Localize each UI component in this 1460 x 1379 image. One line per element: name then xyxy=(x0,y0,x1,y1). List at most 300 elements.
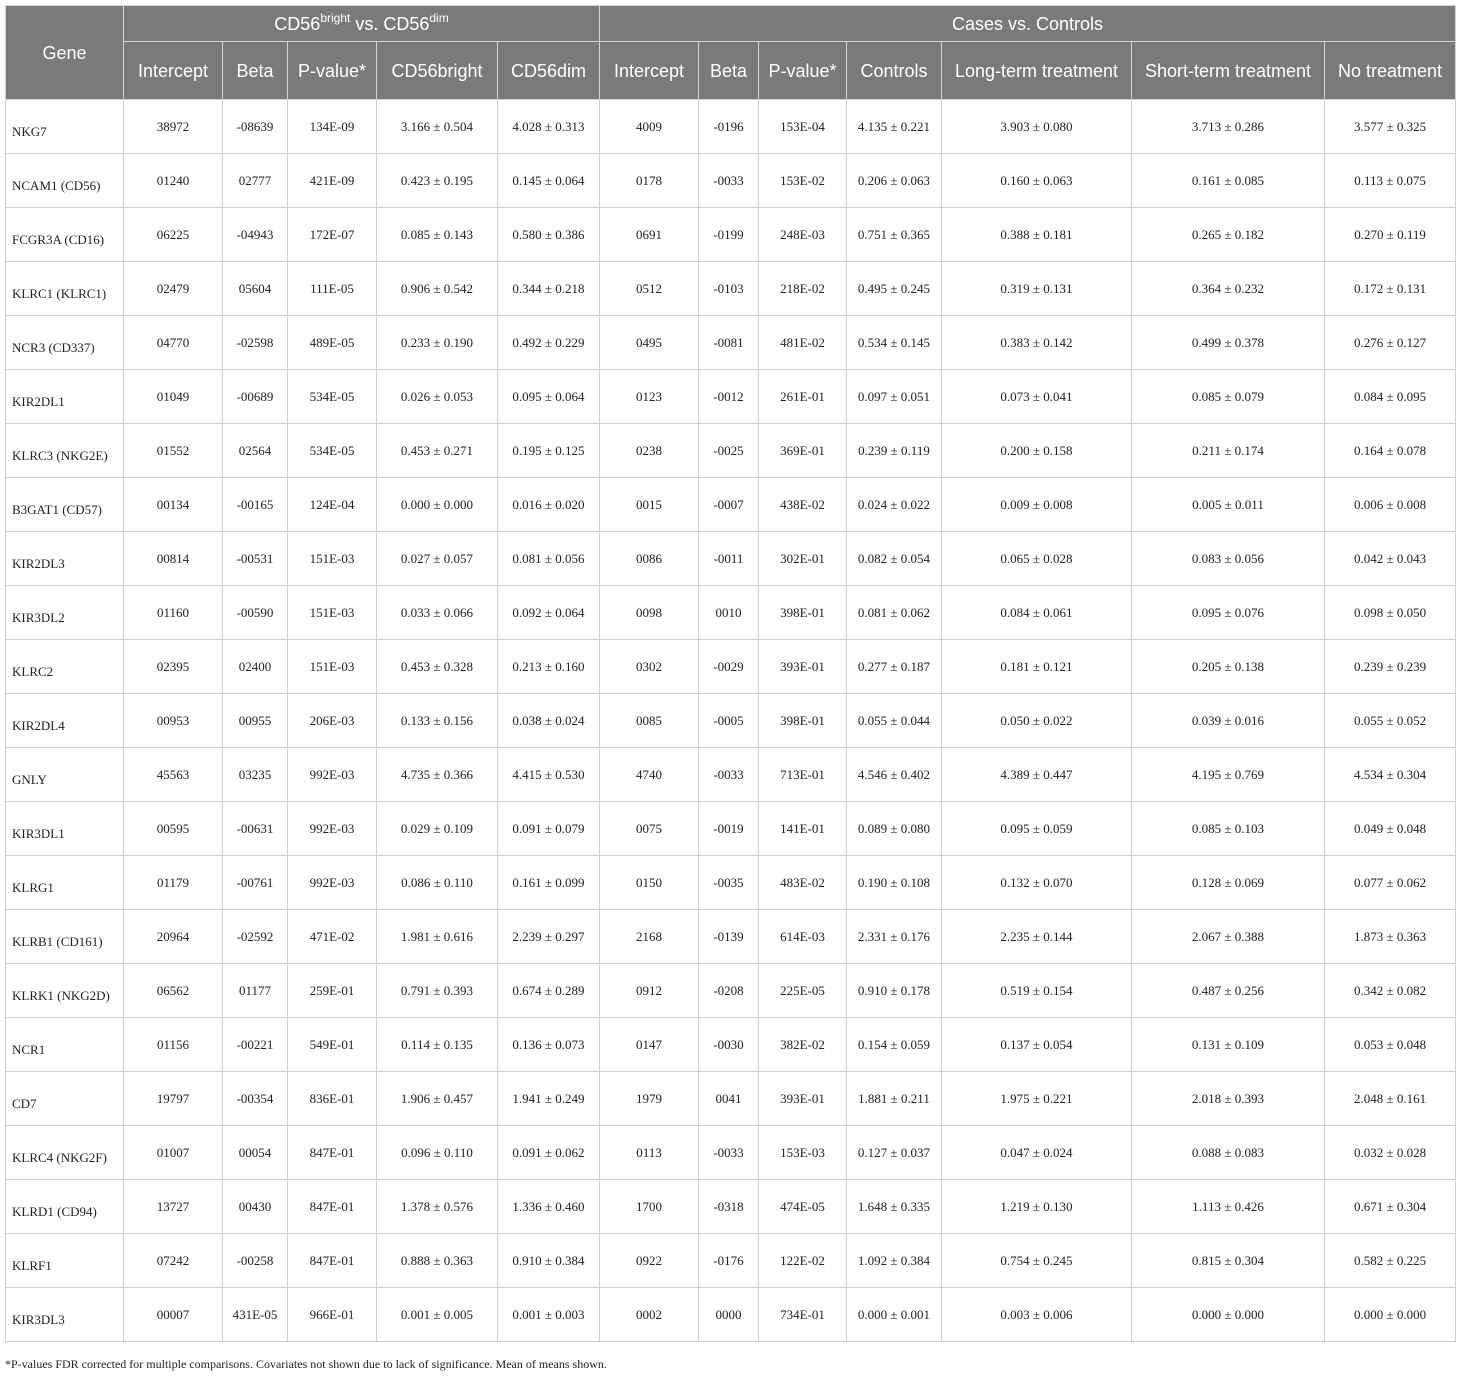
gene-cell xyxy=(6,424,124,478)
intercept-1-cell: 01049 xyxy=(124,370,223,424)
beta-1-cell: 00430 xyxy=(223,1180,288,1234)
intercept-1-cell: 20964 xyxy=(124,910,223,964)
controls-cell: 0.910 ± 0.178 xyxy=(847,964,942,1018)
beta-2-cell: -0030 xyxy=(699,1018,759,1072)
intercept-1-cell: 01552 xyxy=(124,424,223,478)
long-term-cell: 0.065 ± 0.028 xyxy=(942,532,1132,586)
controls-cell: 2.331 ± 0.176 xyxy=(847,910,942,964)
cd56dim-cell: 0.161 ± 0.099 xyxy=(498,856,600,910)
pvalue-1-cell: 966E-01 xyxy=(288,1288,377,1342)
pvalue-1-cell: 172E-07 xyxy=(288,208,377,262)
table-row xyxy=(6,1018,1456,1072)
intercept-1-cell: 00595 xyxy=(124,802,223,856)
table-row xyxy=(6,856,1456,910)
pvalue-2-cell: 218E-02 xyxy=(759,262,847,316)
short-term-cell: 0.005 ± 0.011 xyxy=(1132,478,1325,532)
intercept-2-cell: 0150 xyxy=(600,856,699,910)
no-treatment-cell: 0.671 ± 0.304 xyxy=(1325,1180,1456,1234)
intercept-2-cell: 0098 xyxy=(600,586,699,640)
cd56dim-cell: 0.580 ± 0.386 xyxy=(498,208,600,262)
short-term-cell: 1.113 ± 0.426 xyxy=(1132,1180,1325,1234)
gene-cell xyxy=(6,856,124,910)
pvalue-2-cell: 153E-04 xyxy=(759,100,847,154)
no-treatment-cell: 0.055 ± 0.052 xyxy=(1325,694,1456,748)
gene-cell xyxy=(6,262,124,316)
no-treatment-cell: 0.032 ± 0.028 xyxy=(1325,1126,1456,1180)
pvalue-1-cell: 847E-01 xyxy=(288,1180,377,1234)
beta-2-cell: -0007 xyxy=(699,478,759,532)
intercept-1-cell: 38972 xyxy=(124,100,223,154)
pvalue-1-cell: 489E-05 xyxy=(288,316,377,370)
long-term-cell: 0.200 ± 0.158 xyxy=(942,424,1132,478)
beta-1-cell: -02598 xyxy=(223,316,288,370)
short-term-cell: 0.131 ± 0.109 xyxy=(1132,1018,1325,1072)
controls-cell: 0.190 ± 0.108 xyxy=(847,856,942,910)
gene-label: KLRD1 (CD94) xyxy=(12,1204,97,1219)
intercept-1-cell: 01240 xyxy=(124,154,223,208)
header-intercept-2: Intercept xyxy=(600,42,699,100)
beta-2-cell: -0081 xyxy=(699,316,759,370)
beta-2-cell: -0033 xyxy=(699,1126,759,1180)
gene-cell xyxy=(6,478,124,532)
table-row xyxy=(6,316,1456,370)
pvalue-1-cell: 151E-03 xyxy=(288,532,377,586)
gene-cell xyxy=(6,1288,124,1342)
table-row xyxy=(6,1126,1456,1180)
short-term-cell: 0.487 ± 0.256 xyxy=(1132,964,1325,1018)
cd56dim-cell: 0.344 ± 0.218 xyxy=(498,262,600,316)
intercept-2-cell: 0123 xyxy=(600,370,699,424)
gene-label: NKG7 xyxy=(12,124,47,139)
long-term-cell: 0.181 ± 0.121 xyxy=(942,640,1132,694)
pvalue-2-cell: 438E-02 xyxy=(759,478,847,532)
long-term-cell: 1.219 ± 0.130 xyxy=(942,1180,1132,1234)
gene-label: KLRB1 (CD161) xyxy=(12,934,103,949)
controls-cell: 0.277 ± 0.187 xyxy=(847,640,942,694)
short-term-cell: 0.499 ± 0.378 xyxy=(1132,316,1325,370)
controls-cell: 0.206 ± 0.063 xyxy=(847,154,942,208)
gene-cell xyxy=(6,1180,124,1234)
pvalue-1-cell: 992E-03 xyxy=(288,802,377,856)
intercept-2-cell: 0147 xyxy=(600,1018,699,1072)
cd56bright-cell: 0.453 ± 0.271 xyxy=(377,424,498,478)
no-treatment-cell: 4.534 ± 0.304 xyxy=(1325,748,1456,802)
no-treatment-cell: 0.172 ± 0.131 xyxy=(1325,262,1456,316)
intercept-2-cell: 0922 xyxy=(600,1234,699,1288)
pvalue-1-cell: 471E-02 xyxy=(288,910,377,964)
header-cd56dim: CD56dim xyxy=(498,42,600,100)
cd56dim-cell: 0.095 ± 0.064 xyxy=(498,370,600,424)
short-term-cell: 3.713 ± 0.286 xyxy=(1132,100,1325,154)
controls-cell: 1.092 ± 0.384 xyxy=(847,1234,942,1288)
beta-1-cell: -00590 xyxy=(223,586,288,640)
short-term-cell: 0.039 ± 0.016 xyxy=(1132,694,1325,748)
intercept-1-cell: 01156 xyxy=(124,1018,223,1072)
controls-cell: 0.082 ± 0.054 xyxy=(847,532,942,586)
pvalue-2-cell: 261E-01 xyxy=(759,370,847,424)
beta-2-cell: -0025 xyxy=(699,424,759,478)
short-term-cell: 0.088 ± 0.083 xyxy=(1132,1126,1325,1180)
gene-cell xyxy=(6,910,124,964)
beta-2-cell: -0033 xyxy=(699,748,759,802)
long-term-cell: 0.047 ± 0.024 xyxy=(942,1126,1132,1180)
controls-cell: 0.097 ± 0.051 xyxy=(847,370,942,424)
intercept-1-cell: 00134 xyxy=(124,478,223,532)
intercept-1-cell: 00814 xyxy=(124,532,223,586)
table-row xyxy=(6,1288,1456,1342)
beta-1-cell: 00054 xyxy=(223,1126,288,1180)
long-term-cell: 2.235 ± 0.144 xyxy=(942,910,1132,964)
pvalue-1-cell: 534E-05 xyxy=(288,424,377,478)
intercept-2-cell: 0178 xyxy=(600,154,699,208)
gene-label: KLRC1 (KLRC1) xyxy=(12,286,107,301)
short-term-cell: 0.085 ± 0.103 xyxy=(1132,802,1325,856)
cd56bright-cell: 0.423 ± 0.195 xyxy=(377,154,498,208)
cd56bright-cell: 0.001 ± 0.005 xyxy=(377,1288,498,1342)
pvalue-1-cell: 151E-03 xyxy=(288,640,377,694)
no-treatment-cell: 0.239 ± 0.239 xyxy=(1325,640,1456,694)
no-treatment-cell: 0.049 ± 0.048 xyxy=(1325,802,1456,856)
gene-cell xyxy=(6,802,124,856)
pvalue-1-cell: 259E-01 xyxy=(288,964,377,1018)
beta-2-cell: 0010 xyxy=(699,586,759,640)
pvalue-1-cell: 111E-05 xyxy=(288,262,377,316)
cd56dim-cell: 0.145 ± 0.064 xyxy=(498,154,600,208)
short-term-cell: 0.815 ± 0.304 xyxy=(1132,1234,1325,1288)
gene-cell xyxy=(6,370,124,424)
cd56dim-cell: 1.336 ± 0.460 xyxy=(498,1180,600,1234)
table-body xyxy=(6,100,1456,1342)
cd56bright-cell: 3.166 ± 0.504 xyxy=(377,100,498,154)
pvalue-2-cell: 153E-02 xyxy=(759,154,847,208)
pvalue-1-cell: 534E-05 xyxy=(288,370,377,424)
footnote: *P-values FDR corrected for multiple comparisons. Covariates not shown due to lack of significance. Mean of means shown. xyxy=(5,1357,607,1371)
intercept-2-cell: 0495 xyxy=(600,316,699,370)
gene-cell xyxy=(6,316,124,370)
no-treatment-cell: 0.006 ± 0.008 xyxy=(1325,478,1456,532)
cd56bright-cell: 0.096 ± 0.110 xyxy=(377,1126,498,1180)
short-term-cell: 0.265 ± 0.182 xyxy=(1132,208,1325,262)
gene-label: KIR3DL3 xyxy=(12,1312,65,1327)
intercept-1-cell: 13727 xyxy=(124,1180,223,1234)
beta-2-cell: 0041 xyxy=(699,1072,759,1126)
intercept-1-cell: 01179 xyxy=(124,856,223,910)
long-term-cell: 0.003 ± 0.006 xyxy=(942,1288,1132,1342)
pvalue-2-cell: 734E-01 xyxy=(759,1288,847,1342)
intercept-2-cell: 0015 xyxy=(600,478,699,532)
controls-cell: 0.081 ± 0.062 xyxy=(847,586,942,640)
pvalue-2-cell: 369E-01 xyxy=(759,424,847,478)
pvalue-1-cell: 421E-09 xyxy=(288,154,377,208)
controls-cell: 0.534 ± 0.145 xyxy=(847,316,942,370)
intercept-1-cell: 02395 xyxy=(124,640,223,694)
intercept-2-cell: 0002 xyxy=(600,1288,699,1342)
short-term-cell: 4.195 ± 0.769 xyxy=(1132,748,1325,802)
pvalue-2-cell: 614E-03 xyxy=(759,910,847,964)
intercept-2-cell: 2168 xyxy=(600,910,699,964)
gene-label: NCR3 (CD337) xyxy=(12,340,95,355)
no-treatment-cell: 1.873 ± 0.363 xyxy=(1325,910,1456,964)
no-treatment-cell: 0.098 ± 0.050 xyxy=(1325,586,1456,640)
beta-1-cell: 05604 xyxy=(223,262,288,316)
table-row xyxy=(6,208,1456,262)
results-table-container xyxy=(5,5,1455,1342)
cd56bright-cell: 0.906 ± 0.542 xyxy=(377,262,498,316)
intercept-1-cell: 01160 xyxy=(124,586,223,640)
no-treatment-cell: 3.577 ± 0.325 xyxy=(1325,100,1456,154)
cd56dim-cell: 4.028 ± 0.313 xyxy=(498,100,600,154)
table-row xyxy=(6,1180,1456,1234)
table-row xyxy=(6,640,1456,694)
intercept-2-cell: 1700 xyxy=(600,1180,699,1234)
beta-1-cell: 00955 xyxy=(223,694,288,748)
pvalue-2-cell: 481E-02 xyxy=(759,316,847,370)
header-cd56bright: CD56bright xyxy=(377,42,498,100)
gene-cell xyxy=(6,586,124,640)
intercept-2-cell: 1979 xyxy=(600,1072,699,1126)
long-term-cell: 3.903 ± 0.080 xyxy=(942,100,1132,154)
header-pvalue-2: P-value* xyxy=(759,42,847,100)
cd56bright-cell: 0.033 ± 0.066 xyxy=(377,586,498,640)
controls-cell: 0.239 ± 0.119 xyxy=(847,424,942,478)
no-treatment-cell: 0.000 ± 0.000 xyxy=(1325,1288,1456,1342)
beta-2-cell: -0035 xyxy=(699,856,759,910)
intercept-1-cell: 00007 xyxy=(124,1288,223,1342)
long-term-cell: 0.160 ± 0.063 xyxy=(942,154,1132,208)
gene-cell xyxy=(6,964,124,1018)
short-term-cell: 0.128 ± 0.069 xyxy=(1132,856,1325,910)
cd56dim-cell: 0.091 ± 0.079 xyxy=(498,802,600,856)
pvalue-2-cell: 382E-02 xyxy=(759,1018,847,1072)
table-row xyxy=(6,478,1456,532)
cd56bright-cell: 0.029 ± 0.109 xyxy=(377,802,498,856)
pvalue-1-cell: 549E-01 xyxy=(288,1018,377,1072)
gene-cell xyxy=(6,154,124,208)
cd56dim-cell: 0.674 ± 0.289 xyxy=(498,964,600,1018)
cd56bright-cell: 1.981 ± 0.616 xyxy=(377,910,498,964)
beta-1-cell: -00221 xyxy=(223,1018,288,1072)
beta-1-cell: -00258 xyxy=(223,1234,288,1288)
pvalue-2-cell: 248E-03 xyxy=(759,208,847,262)
pvalue-2-cell: 483E-02 xyxy=(759,856,847,910)
controls-cell: 0.127 ± 0.037 xyxy=(847,1126,942,1180)
cd56dim-cell: 0.081 ± 0.056 xyxy=(498,532,600,586)
short-term-cell: 0.211 ± 0.174 xyxy=(1132,424,1325,478)
intercept-2-cell: 0238 xyxy=(600,424,699,478)
intercept-1-cell: 02479 xyxy=(124,262,223,316)
gene-label: GNLY xyxy=(12,772,47,787)
intercept-2-cell: 0113 xyxy=(600,1126,699,1180)
gene-label: KLRC4 (NKG2F) xyxy=(12,1150,107,1165)
no-treatment-cell: 0.276 ± 0.127 xyxy=(1325,316,1456,370)
table-row xyxy=(6,802,1456,856)
cd56bright-cell: 0.026 ± 0.053 xyxy=(377,370,498,424)
table-row xyxy=(6,262,1456,316)
gene-cell xyxy=(6,1018,124,1072)
cd56dim-cell: 1.941 ± 0.249 xyxy=(498,1072,600,1126)
pvalue-2-cell: 713E-01 xyxy=(759,748,847,802)
gene-label: FCGR3A (CD16) xyxy=(12,232,105,247)
cd56bright-cell: 0.114 ± 0.135 xyxy=(377,1018,498,1072)
pvalue-2-cell: 302E-01 xyxy=(759,532,847,586)
gene-cell xyxy=(6,532,124,586)
header-intercept-1: Intercept xyxy=(124,42,223,100)
gene-cell xyxy=(6,100,124,154)
gene-cell xyxy=(6,208,124,262)
pvalue-2-cell: 398E-01 xyxy=(759,586,847,640)
header-controls: Controls xyxy=(847,42,942,100)
gene-cell xyxy=(6,1234,124,1288)
gene-label: KLRC3 (NKG2E) xyxy=(12,448,108,463)
long-term-cell: 0.050 ± 0.022 xyxy=(942,694,1132,748)
short-term-cell: 0.161 ± 0.085 xyxy=(1132,154,1325,208)
long-term-cell: 0.073 ± 0.041 xyxy=(942,370,1132,424)
short-term-cell: 0.205 ± 0.138 xyxy=(1132,640,1325,694)
table-row xyxy=(6,1072,1456,1126)
beta-2-cell: -0196 xyxy=(699,100,759,154)
gene-label: KLRF1 xyxy=(12,1258,52,1273)
short-term-cell: 0.085 ± 0.079 xyxy=(1132,370,1325,424)
beta-2-cell: -0318 xyxy=(699,1180,759,1234)
pvalue-1-cell: 992E-03 xyxy=(288,748,377,802)
intercept-2-cell: 0912 xyxy=(600,964,699,1018)
no-treatment-cell: 0.164 ± 0.078 xyxy=(1325,424,1456,478)
cd56dim-cell: 0.038 ± 0.024 xyxy=(498,694,600,748)
short-term-cell: 2.018 ± 0.393 xyxy=(1132,1072,1325,1126)
cd56dim-cell: 0.001 ± 0.003 xyxy=(498,1288,600,1342)
header-cd56-group: $CD56^{bright}$ vs. $CD56^{dim}$ xyxy=(124,6,600,42)
beta-2-cell: -0029 xyxy=(699,640,759,694)
cd56dim-cell: 0.091 ± 0.062 xyxy=(498,1126,600,1180)
intercept-2-cell: 0302 xyxy=(600,640,699,694)
intercept-2-cell: 0691 xyxy=(600,208,699,262)
cd56bright-cell: 0.453 ± 0.328 xyxy=(377,640,498,694)
beta-2-cell: -0199 xyxy=(699,208,759,262)
long-term-cell: 0.137 ± 0.054 xyxy=(942,1018,1132,1072)
cd56bright-cell: 0.233 ± 0.190 xyxy=(377,316,498,370)
intercept-2-cell: 4009 xyxy=(600,100,699,154)
cd56dim-cell: 4.415 ± 0.530 xyxy=(498,748,600,802)
gene-label: KIR2DL4 xyxy=(12,718,65,733)
intercept-2-cell: 0085 xyxy=(600,694,699,748)
cd56dim-cell: 0.213 ± 0.160 xyxy=(498,640,600,694)
short-term-cell: 0.083 ± 0.056 xyxy=(1132,532,1325,586)
pvalue-1-cell: 206E-03 xyxy=(288,694,377,748)
controls-cell: 1.881 ± 0.211 xyxy=(847,1072,942,1126)
long-term-cell: 0.383 ± 0.142 xyxy=(942,316,1132,370)
pvalue-2-cell: 141E-01 xyxy=(759,802,847,856)
table-row xyxy=(6,694,1456,748)
beta-2-cell: 0000 xyxy=(699,1288,759,1342)
cd56dim-cell: 0.136 ± 0.073 xyxy=(498,1018,600,1072)
intercept-1-cell: 00953 xyxy=(124,694,223,748)
no-treatment-cell: 0.077 ± 0.062 xyxy=(1325,856,1456,910)
short-term-cell: 0.095 ± 0.076 xyxy=(1132,586,1325,640)
pvalue-2-cell: 122E-02 xyxy=(759,1234,847,1288)
header-beta-1: Beta xyxy=(223,42,288,100)
cd56bright-cell: 1.906 ± 0.457 xyxy=(377,1072,498,1126)
beta-1-cell: 431E-05 xyxy=(223,1288,288,1342)
cd56dim-cell: 0.092 ± 0.064 xyxy=(498,586,600,640)
header-beta-2: Beta xyxy=(699,42,759,100)
beta-2-cell: -0103 xyxy=(699,262,759,316)
cd56dim-cell: 0.195 ± 0.125 xyxy=(498,424,600,478)
beta-2-cell: -0176 xyxy=(699,1234,759,1288)
pvalue-2-cell: 398E-01 xyxy=(759,694,847,748)
header-pvalue-1: P-value* xyxy=(288,42,377,100)
long-term-cell: 0.009 ± 0.008 xyxy=(942,478,1132,532)
cd56dim-cell: 0.492 ± 0.229 xyxy=(498,316,600,370)
table-row xyxy=(6,370,1456,424)
intercept-2-cell: 0075 xyxy=(600,802,699,856)
gene-label: KIR2DL1 xyxy=(12,394,65,409)
beta-1-cell: -00689 xyxy=(223,370,288,424)
cd56bright-cell: 0.085 ± 0.143 xyxy=(377,208,498,262)
intercept-1-cell: 01007 xyxy=(124,1126,223,1180)
gene-label: KLRK1 (NKG2D) xyxy=(12,988,110,1003)
header-cases-group: Cases vs. Controls xyxy=(600,6,1456,42)
gene-label: NCR1 xyxy=(12,1042,46,1057)
cd56bright-cell: 0.086 ± 0.110 xyxy=(377,856,498,910)
table-row xyxy=(6,424,1456,478)
gene-label: KIR3DL1 xyxy=(12,826,65,841)
gene-label: KIR3DL2 xyxy=(12,610,65,625)
table-row xyxy=(6,910,1456,964)
cd56dim-cell: 0.910 ± 0.384 xyxy=(498,1234,600,1288)
intercept-1-cell: 06562 xyxy=(124,964,223,1018)
long-term-cell: 4.389 ± 0.447 xyxy=(942,748,1132,802)
gene-label: KLRG1 xyxy=(12,880,54,895)
cd56bright-cell: 0.000 ± 0.000 xyxy=(377,478,498,532)
no-treatment-cell: 0.342 ± 0.082 xyxy=(1325,964,1456,1018)
beta-1-cell: -00354 xyxy=(223,1072,288,1126)
long-term-cell: 0.754 ± 0.245 xyxy=(942,1234,1132,1288)
pvalue-1-cell: 847E-01 xyxy=(288,1126,377,1180)
table-row xyxy=(6,154,1456,208)
beta-2-cell: -0011 xyxy=(699,532,759,586)
gene-cell xyxy=(6,1072,124,1126)
pvalue-1-cell: 134E-09 xyxy=(288,100,377,154)
header-short-term: Short-term treatment xyxy=(1132,42,1325,100)
controls-cell: 0.000 ± 0.001 xyxy=(847,1288,942,1342)
controls-cell: 0.024 ± 0.022 xyxy=(847,478,942,532)
beta-2-cell: -0208 xyxy=(699,964,759,1018)
cd56bright-cell: 1.378 ± 0.576 xyxy=(377,1180,498,1234)
intercept-1-cell: 07242 xyxy=(124,1234,223,1288)
controls-cell: 4.546 ± 0.402 xyxy=(847,748,942,802)
gene-label: KLRC2 xyxy=(12,664,54,679)
beta-2-cell: -0139 xyxy=(699,910,759,964)
short-term-cell: 2.067 ± 0.388 xyxy=(1132,910,1325,964)
no-treatment-cell: 0.270 ± 0.119 xyxy=(1325,208,1456,262)
beta-1-cell: -00631 xyxy=(223,802,288,856)
header-long-term: Long-term treatment xyxy=(942,42,1132,100)
long-term-cell: 0.519 ± 0.154 xyxy=(942,964,1132,1018)
no-treatment-cell: 0.113 ± 0.075 xyxy=(1325,154,1456,208)
gene-label: KIR2DL3 xyxy=(12,556,65,571)
long-term-cell: 0.084 ± 0.061 xyxy=(942,586,1132,640)
controls-cell: 0.751 ± 0.365 xyxy=(847,208,942,262)
controls-cell: 0.495 ± 0.245 xyxy=(847,262,942,316)
beta-1-cell: -02592 xyxy=(223,910,288,964)
controls-cell: 0.154 ± 0.059 xyxy=(847,1018,942,1072)
pvalue-2-cell: 474E-05 xyxy=(759,1180,847,1234)
pvalue-1-cell: 992E-03 xyxy=(288,856,377,910)
cd56dim-cell: 2.239 ± 0.297 xyxy=(498,910,600,964)
pvalue-2-cell: 153E-03 xyxy=(759,1126,847,1180)
gene-cell xyxy=(6,1126,124,1180)
gene-label: NCAM1 (CD56) xyxy=(12,178,101,193)
